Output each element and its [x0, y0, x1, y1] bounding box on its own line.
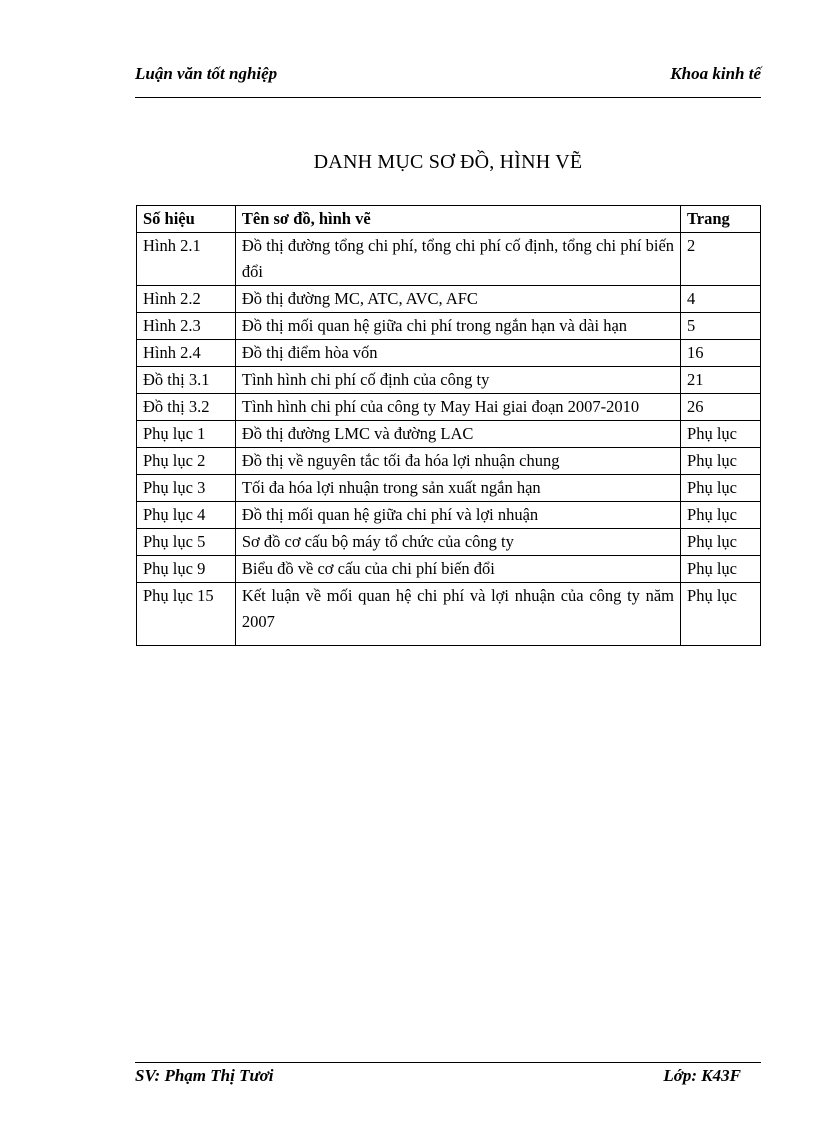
figure-name: Tối đa hóa lợi nhuận trong sản xuất ngắn hạn [235, 475, 680, 502]
figure-page: Phụ lục [681, 502, 761, 529]
table-row [137, 556, 761, 583]
column-header-page: Trang [681, 206, 761, 233]
page-header [135, 64, 761, 88]
figure-name: Tình hình chi phí cố định của công ty [235, 367, 680, 394]
header-divider [135, 97, 761, 98]
table-row [137, 448, 761, 475]
page-footer [135, 1066, 741, 1090]
figure-page: Phụ lục [681, 475, 761, 502]
table-row [137, 529, 761, 556]
figure-page: 4 [681, 286, 761, 313]
column-header-name: Tên sơ đồ, hình vẽ [235, 206, 680, 233]
figure-name: Đồ thị đường MC, ATC, AVC, AFC [235, 286, 680, 313]
figure-name: Kết luận về mối quan hệ chi phí và lợi nhuận của công ty năm 2007 [235, 583, 680, 646]
figure-name: Đồ thị về nguyên tắc tối đa hóa lợi nhuận chung [235, 448, 680, 475]
figure-page: Phụ lục [681, 421, 761, 448]
figure-id: Hình 2.4 [137, 340, 236, 367]
figure-id: Phụ lục 4 [137, 502, 236, 529]
figure-page: 5 [681, 313, 761, 340]
table-row [137, 502, 761, 529]
figure-name: Đồ thị điểm hòa vốn [235, 340, 680, 367]
table-header-row [137, 206, 761, 233]
header-faculty-label: Khoa kinh tế [670, 64, 761, 83]
figure-id: Phụ lục 5 [137, 529, 236, 556]
table-row [137, 313, 761, 340]
figure-name: Tình hình chi phí của công ty May Hai giai đoạn 2007-2010 [235, 394, 680, 421]
figure-name: Đồ thị đường LMC và đường LAC [235, 421, 680, 448]
figure-name: Đồ thị mối quan hệ giữa chi phí trong ngắn hạn và dài hạn [235, 313, 680, 340]
figure-name: Đồ thị mối quan hệ giữa chi phí và lợi nhuận [235, 502, 680, 529]
footer-class-label: Lớp: K43F [663, 1066, 741, 1085]
figure-id: Đồ thị 3.2 [137, 394, 236, 421]
table-row [137, 475, 761, 502]
figure-id: Phụ lục 1 [137, 421, 236, 448]
figures-table [136, 205, 761, 646]
figure-page: 26 [681, 394, 761, 421]
figure-id: Phụ lục 3 [137, 475, 236, 502]
footer-divider [135, 1062, 761, 1063]
table-row [137, 233, 761, 286]
figure-id: Đồ thị 3.1 [137, 367, 236, 394]
page-title: DANH MỤC SƠ ĐỒ, HÌNH VẼ [313, 151, 583, 173]
figure-page: 2 [681, 233, 761, 286]
table-row [137, 286, 761, 313]
figure-name: Biểu đồ về cơ cấu của chi phí biến đổi [235, 556, 680, 583]
figure-page: Phụ lục [681, 583, 761, 646]
table-row [137, 394, 761, 421]
figure-page: Phụ lục [681, 556, 761, 583]
figure-page: 21 [681, 367, 761, 394]
table-row [137, 421, 761, 448]
figure-page: Phụ lục [681, 448, 761, 475]
figure-id: Phụ lục 2 [137, 448, 236, 475]
figure-id: Phụ lục 15 [137, 583, 236, 646]
figure-name: Sơ đồ cơ cấu bộ máy tổ chức của công ty [235, 529, 680, 556]
table-row [137, 583, 761, 646]
figure-id: Hình 2.3 [137, 313, 236, 340]
figure-page: 16 [681, 340, 761, 367]
figure-page: Phụ lục [681, 529, 761, 556]
figure-name: Đồ thị đường tổng chi phí, tổng chi phí cố định, tổng chi phí biến đổi [235, 233, 680, 286]
figure-id: Phụ lục 9 [137, 556, 236, 583]
footer-student-name: SV: Phạm Thị Tươi [135, 1066, 274, 1085]
column-header-id: Số hiệu [137, 206, 236, 233]
figure-id: Hình 2.2 [137, 286, 236, 313]
header-thesis-label: Luận văn tốt nghiệp [135, 64, 278, 83]
table-row [137, 340, 761, 367]
figure-id: Hình 2.1 [137, 233, 236, 286]
table-row [137, 367, 761, 394]
